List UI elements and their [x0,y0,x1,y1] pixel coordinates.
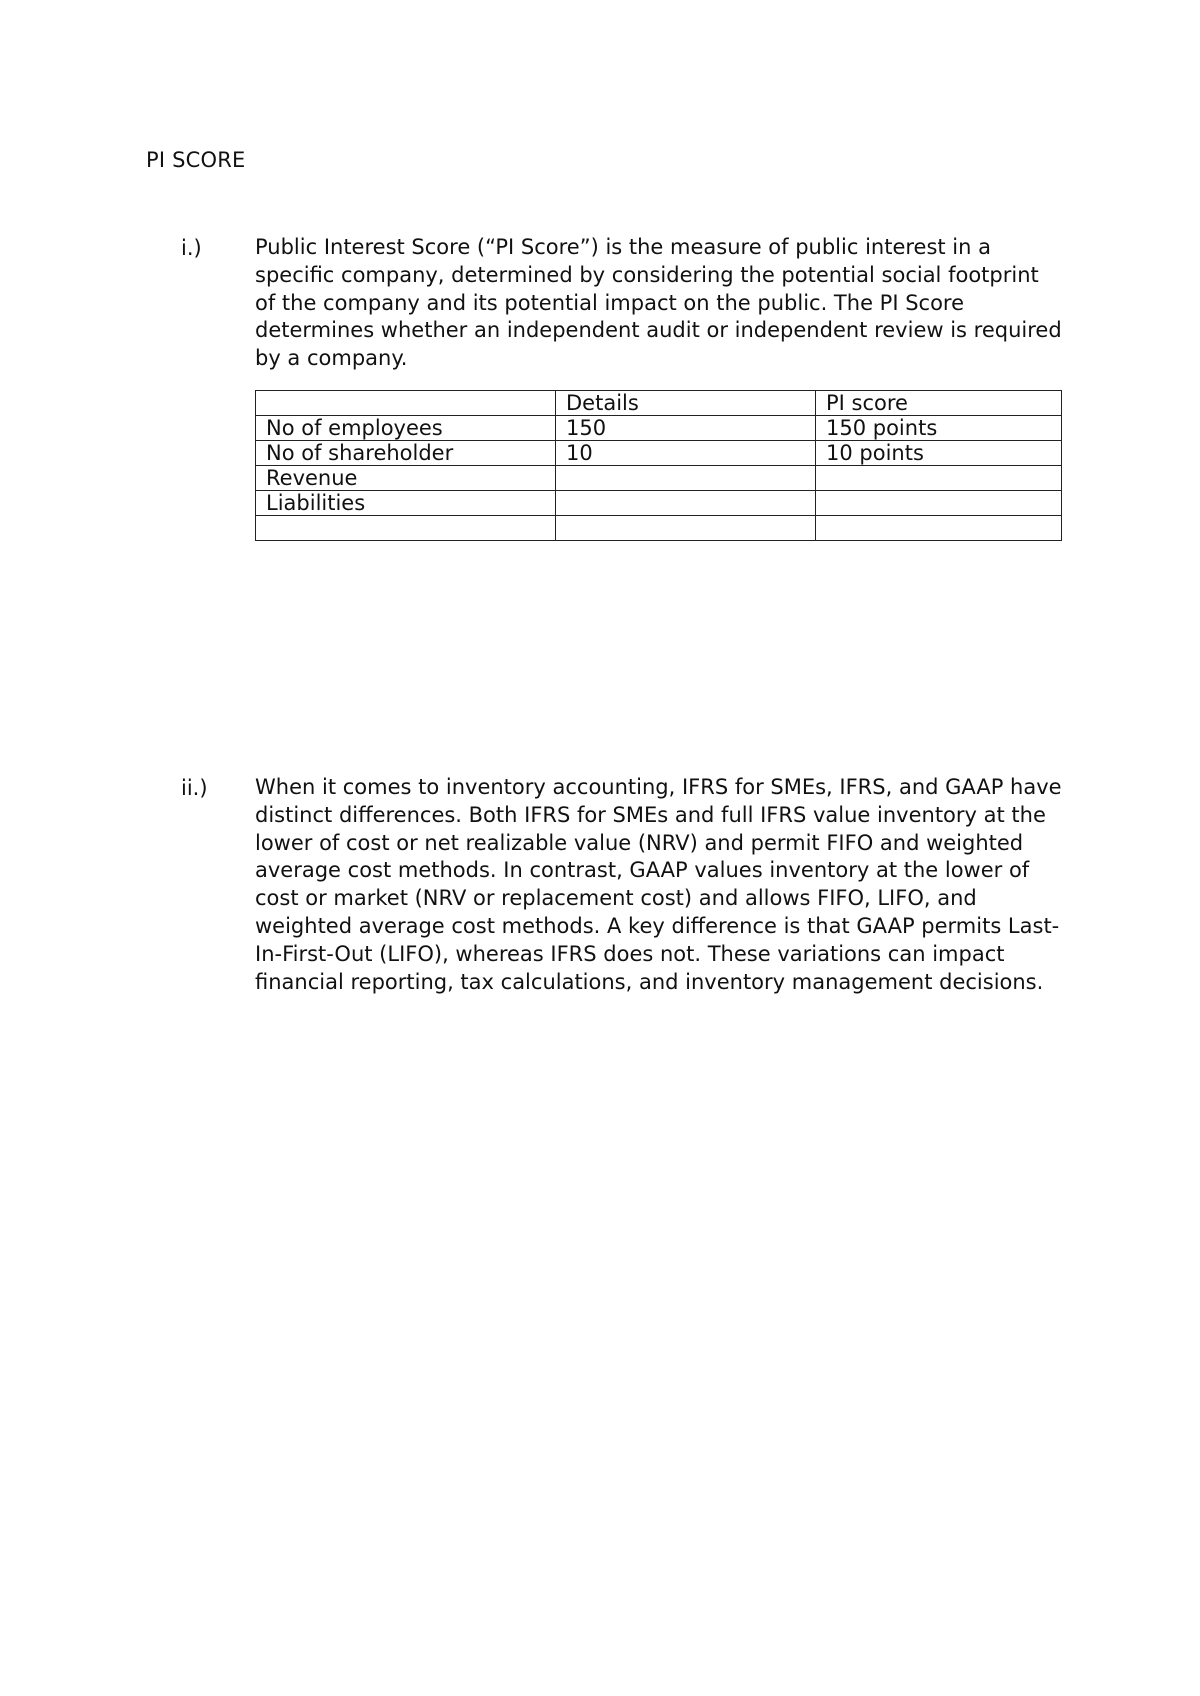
table-cell [816,466,1062,491]
item-paragraph: Public Interest Score (“PI Score”) is the measure of public interest in a specific company, determined by considering the potential social footprint of the company and its potential impact on the public. The PI Score determines whether an independent audit or independent review is required by a company. [255,235,1062,371]
table-row [256,416,1062,441]
table-cell: Revenue [256,466,556,491]
table-cell: Liabilities [256,491,556,516]
table-row [256,491,1062,516]
table-cell: 150 points [816,416,1062,441]
table-row [256,441,1062,466]
table-cell: No of shareholder [256,441,556,466]
item-paragraph: When it comes to inventory accounting, IFRS for SMEs, IFRS, and GAAP have distinct differences. Both IFRS for SMEs and full IFRS value inventory at the lower of cost or net realizable value (NRV) and permit FIFO and weighted average cost methods. In contrast, GAAP values inventory at the lower of cost or market (NRV or replacement cost) and allows FIFO, LIFO, and weighted average cost methods. A key difference is that GAAP permits Last-In-First-Out (LIFO), whereas IFRS does not. These variations can impact financial reporting, tax calculations, and inventory management decisions. [255,775,1062,994]
item-marker: i.) [181,236,202,260]
item-marker: ii.) [181,776,208,800]
table-row [256,466,1062,491]
table-cell: 10 [556,441,816,466]
table-cell: 150 [556,416,816,441]
table-cell [556,491,816,516]
table-cell: No of employees [256,416,556,441]
table-cell: 10 points [816,441,1062,466]
table-header-cell [256,391,556,416]
table-cell [556,466,816,491]
table-header-cell: Details [556,391,816,416]
table-cell [816,516,1062,541]
pi-score-table [255,390,1062,541]
table-cell [256,516,556,541]
table-row [256,516,1062,541]
table-header-row [256,391,1062,416]
table-header-cell: PI score [816,391,1062,416]
table-cell [556,516,816,541]
table-cell [816,491,1062,516]
page-title: PI SCORE [146,148,246,172]
